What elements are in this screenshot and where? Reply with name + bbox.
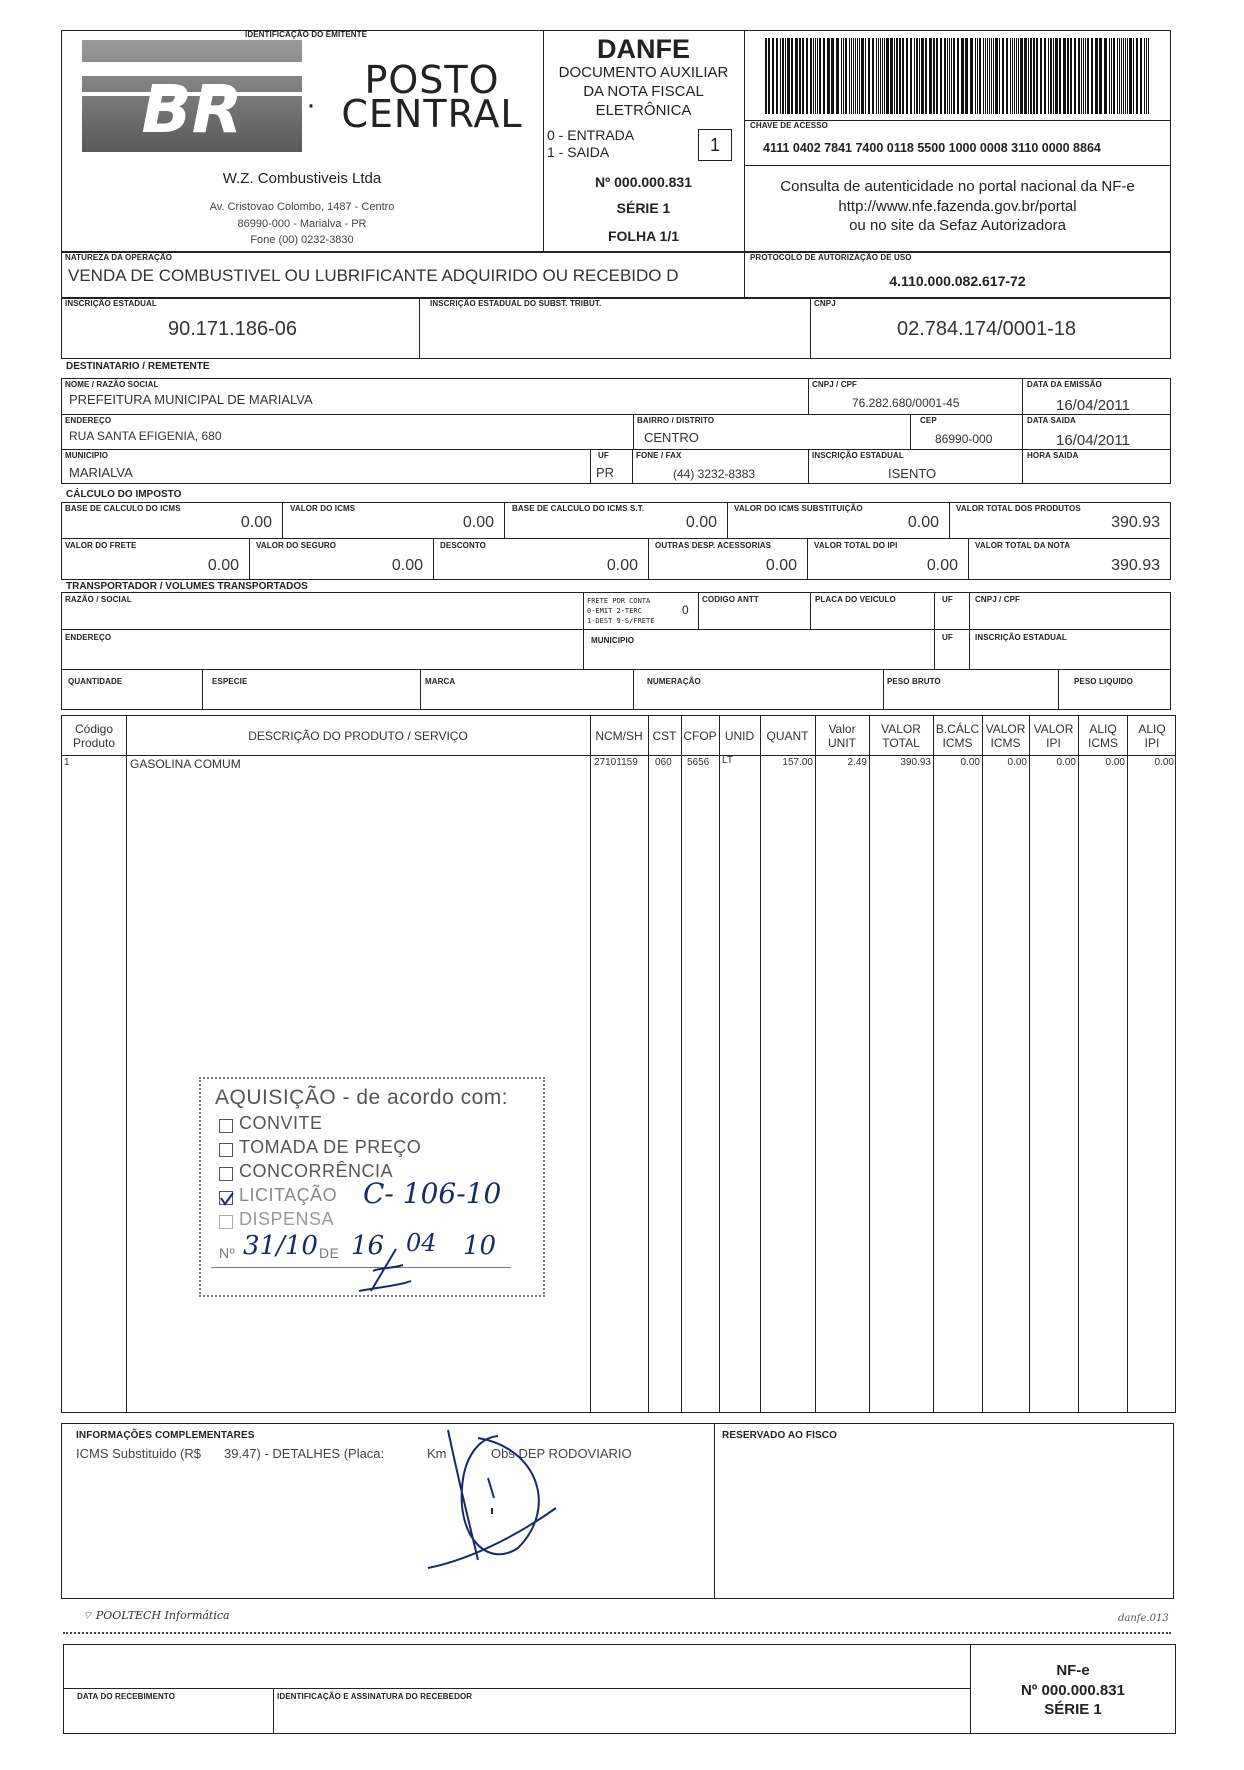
barcode-bar [1129,38,1132,114]
barcode-bar [1091,38,1093,114]
barcode-bar [999,38,1000,114]
emitente-phone: Fone (00) 0232-3830 [250,234,354,246]
col-ncm: NCM/SH [595,729,643,743]
tipo-saida: 1 - SAIDA [547,144,610,160]
barcode-bar [872,38,874,114]
barcode-bar [953,38,955,114]
barcode-bar [906,38,908,114]
checkmark-icon [220,1192,234,1206]
barcode-bar [776,38,778,114]
barcode-bar [799,38,801,114]
row-vicms: 0.00 [1007,757,1027,768]
data-saida: 16/04/2011 [1056,432,1130,449]
consulta-line3: ou no site da Sefaz Autorizadora [849,217,1066,234]
stamp-date-y: 10 [463,1231,497,1261]
barcode-bar [921,38,924,114]
barcode-bar [823,38,825,114]
barcode-bar [791,38,793,114]
barcode-bar [983,38,984,114]
barcode-bar [855,38,856,114]
barcode-bar [929,38,932,114]
barcode-bar [831,38,834,114]
form-id: danfe.013 [1118,1613,1169,1624]
barcode-bar [991,38,992,114]
barcode-bar [1121,38,1122,114]
barcode-bar [977,38,978,114]
dest-uf-label: UF [598,451,609,460]
barcode-bar [1119,38,1120,114]
barcode-bar [1030,38,1032,114]
valor-icms-st-label: VALOR DO ICMS SUBSTITUIÇÃO [734,504,863,513]
barcode-bar [1104,38,1107,114]
br-logo-graphic [82,40,302,152]
barcode-bar [787,38,790,114]
barcode-bar [1048,38,1049,114]
stamp-line6: DISPENSA [239,1209,335,1229]
transp-uf-label: UF [942,595,953,604]
barcode-bar [1146,38,1147,114]
barcode-bar [782,38,784,114]
dest-bairro-label: BAIRRO / DISTRITO [637,416,715,425]
total-produtos-label: VALOR TOTAL DOS PRODUTOS [956,504,1081,513]
imposto-section-label: CÁLCULO DO IMPOSTO [66,489,182,500]
barcode-bar [899,38,901,114]
br-logo [82,40,302,152]
dest-municipio-label: MUNICIPIO [65,451,109,460]
barcode-bar [1140,38,1142,114]
barcode-bar [880,38,881,114]
frete-conta-legend [587,596,654,626]
stamp-line5: LICITAÇÃO [239,1185,338,1205]
base-icms: 0.00 [240,514,272,531]
barcode-bar [1074,38,1076,114]
placa-label: PLACA DO VEICULO [815,595,896,604]
row-aliqicms: 0.00 [1105,757,1125,768]
frete-line1: FRETE POR CONTA [587,597,651,605]
danfe-subtitle3: ELETRÔNICA [595,102,692,119]
quantidade-label: QUANTIDADE [68,677,123,686]
col-vtotal: VALOR TOTAL [881,722,921,750]
barcode-bar [1050,38,1052,114]
acquisition-stamp [199,1077,545,1297]
cnpj-label: CNPJ [814,299,836,308]
chave-label: CHAVE DE ACESSO [750,121,828,130]
frete-line3: 1-DEST 9-S/FRETE [587,617,655,625]
col-vipi: VALOR IPI [1033,722,1074,750]
barcode-bar [884,38,885,114]
barcode-bar [819,38,821,114]
cnpj-value: 02.784.174/0001-18 [897,318,1077,340]
antt-label: CODIGO ANTT [702,595,759,604]
row-cfop: 5656 [687,757,710,768]
tipo-entrada: 0 - ENTRADA [547,127,635,143]
info-text-b: 39.47) - DETALHES (Placa: [224,1446,385,1461]
barcode-bar [1067,38,1069,114]
barcode-bar [975,38,976,114]
ie-value: 90.171.186-06 [168,318,298,340]
checkbox-licitacao [219,1191,233,1205]
barcode-bar [1020,38,1023,114]
dest-endereco: RUA SANTA EFIGENIA, 680 [69,429,222,443]
col-codigo: Código Produto [72,722,116,750]
transp-ie-label: INSCRIÇÃO ESTADUAL [975,633,1067,642]
hora-saida-label: HORA SAIDA [1027,451,1079,460]
barcode-bar [1109,38,1110,114]
barcode-bar [1055,38,1058,114]
frete-conta-value: 0 [682,603,689,617]
barcode-bar [836,38,839,114]
row-vtotal: 390.93 [900,757,931,768]
ipi-label: VALOR TOTAL DO IPI [814,541,898,550]
barcode-bar [772,38,774,114]
frete: 0.00 [207,557,239,574]
transportador-section-label: TRANSPORTADOR / VOLUMES TRANSPORTADOS [66,581,308,592]
peso-bruto-label: PESO BRUTO [887,677,941,686]
valor-icms-st: 0.00 [907,514,939,531]
col-vicms: VALOR ICMS [985,722,1026,750]
barcode-bar [1111,38,1112,114]
barcode-bar [1053,38,1054,114]
dest-cnpj-label: CNPJ / CPF [812,380,858,389]
danfe-folha: FOLHA 1/1 [607,228,680,244]
barcode-bar [810,38,812,114]
row-quant: 157.00 [782,757,813,768]
barcode-bar [979,38,981,114]
ie-label: INSCRIÇÃO ESTADUAL [65,299,157,308]
barcode-bar [951,38,952,114]
barcode-bar [857,38,858,114]
row-aliqipi: 0.00 [1154,757,1174,768]
total-nota: 390.93 [1111,557,1160,574]
barcode-bar [859,38,860,114]
row-vunit: 2.49 [847,757,867,768]
dest-fone-label: FONE / FAX [636,451,682,460]
transp-municipio-label: MUNICIPIO [591,636,635,645]
barcode-bar [890,38,893,114]
consulta-line2: http://www.nfe.fazenda.gov.br/portal [838,198,1077,215]
peso-liquido-label: PESO LIQUIDO [1074,677,1133,686]
dest-bairro: CENTRO [644,430,699,445]
row-cst: 060 [655,757,672,768]
cut-line [63,1632,1171,1634]
barcode-bar [878,38,879,114]
col-cst: CST [652,729,677,743]
barcode-bar [861,38,864,114]
barcode-bar [1078,38,1080,114]
barcode-bar [936,38,938,114]
tipo-value: 1 [698,129,732,161]
dest-nome-label: NOME / RAZÃO SOCIAL [65,380,159,389]
footer-nfe: NF-e [1056,1662,1090,1679]
barcode-bar [940,38,942,114]
barcode-bar [987,38,988,114]
dest-ie: ISENTO [888,466,937,481]
barcode-bar [995,38,998,114]
barcode-bar [1006,38,1008,114]
barcode-bar [1085,38,1086,114]
brand-line2: CENTRAL [341,92,523,136]
barcode-bar [949,38,950,114]
dest-cep-label: CEP [920,416,937,425]
barcode-bar [1002,38,1004,114]
barcode-bar [1036,38,1038,114]
data-emissao-label: DATA DA EMISSÃO [1027,380,1102,389]
emitente-address2: 86990-000 - Marialva - PR [237,218,367,230]
signature-scribble [418,1418,568,1578]
row-ncm: 27101159 [594,757,638,768]
natureza-value: VENDA DE COMBUSTIVEL OU LUBRIFICANTE ADQUIRIDO OU RECEBIDO D [68,266,679,285]
data-recebimento-label: DATA DO RECEBIMENTO [77,1692,176,1701]
software-name: POOLTECH Informática [95,1609,230,1622]
natureza-label: NATUREZA DA OPERAÇÃO [65,253,173,262]
barcode-bar [1063,38,1066,114]
row-vipi: 0.00 [1056,757,1076,768]
barcode-bar [1018,38,1019,114]
checkbox-convite [219,1119,233,1133]
footer-serie: SÉRIE 1 [1044,1701,1102,1718]
barcode [765,38,1151,114]
barcode-bar [802,38,804,114]
info-text-a: ICMS Substituido (R$ [76,1446,201,1461]
row-descricao: GASOLINA COMUM [130,757,241,771]
stamp-de-label: DE [319,1245,340,1261]
barcode-bar [780,38,781,114]
barcode-bar [1133,38,1134,114]
info-text-c: Km [427,1446,447,1461]
barcode-bar [1044,38,1046,114]
identificacao-label: IDENTIFICAÇÃO E ASSINATURA DO RECEBEDOR [277,1692,473,1701]
barcode-bar [876,38,877,114]
seguro: 0.00 [391,557,423,574]
dest-nome: PREFEITURA MUNICIPAL DE MARIALVA [69,392,313,407]
barcode-bar [1010,38,1011,114]
software-icon: ⌔ [82,1609,93,1622]
emitente-section-label: IDENTIFICAÇÃO DO EMITENTE [245,30,368,39]
barcode-graphic [765,38,1151,114]
danfe-serie: SÉRIE 1 [616,200,671,216]
valor-icms: 0.00 [462,514,494,531]
stamp-line2: CONVITE [239,1113,323,1133]
checkbox-tomada [219,1143,233,1157]
barcode-bar [815,38,816,114]
barcode-bar [853,38,854,114]
barcode-bar [795,38,798,114]
barcode-bar [843,38,844,114]
barcode-bar [944,38,946,114]
stamp-line1: AQUISIÇÃO - de acordo com: [215,1086,509,1109]
info-label: INFORMAÇÕES COMPLEMENTARES [76,1430,255,1441]
barcode-bar [868,38,870,114]
br-logo-text: BR [141,71,243,148]
total-produtos: 390.93 [1111,514,1160,531]
barcode-bar [1070,38,1072,114]
transp-cnpj-label: CNPJ / CPF [975,595,1021,604]
barcode-bar [1087,38,1089,114]
barcode-bar [910,38,912,114]
col-quant: QUANT [766,729,809,743]
transp-endereco-label: ENDEREÇO [65,633,112,642]
data-emissao: 16/04/2011 [1056,397,1130,414]
software-credit [82,1609,230,1623]
barcode-bar [1123,38,1124,114]
stamp-line4: CONCORRÊNCIA [239,1161,394,1181]
barcode-bar [1040,38,1042,114]
data-saida-label: DATA SAIDA [1027,416,1076,425]
dest-uf: PR [596,465,615,480]
desconto-label: DESCONTO [440,541,486,550]
danfe-numero: Nº 000.000.831 [595,174,692,190]
emitente-address1: Av. Cristovao Colombo, 1487 - Centro [209,201,395,213]
barcode-bar [768,38,770,114]
barcode-bar [785,38,786,114]
barcode-bar [845,38,847,114]
col-aliqicms: ALIQ ICMS [1088,722,1118,750]
barcode-bar [933,38,935,114]
barcode-bar [961,38,964,114]
barcode-bar [1016,38,1017,114]
barcode-bar [827,38,830,114]
row-codigo: 1 [64,757,70,768]
base-icms-st-label: BASE DE CALCULO DO ICMS S.T. [512,504,645,513]
stamp-line3: TOMADA DE PREÇO [239,1137,422,1157]
row-bcicms: 0.00 [960,757,980,768]
checkbox-concorrencia [219,1167,233,1181]
danfe-subtitle2: DA NOTA FISCAL [583,83,704,100]
col-cfop: CFOP [683,729,717,743]
ie-st-label: INSCRIÇÃO ESTADUAL DO SUBST. TRIBUT. [430,299,602,308]
barcode-bar [1028,38,1029,114]
col-descricao: DESCRIÇÃO DO PRODUTO / SERVIÇO [248,729,468,743]
dest-ie-label: INSCRIÇÃO ESTADUAL [812,451,904,460]
checkbox-dispensa [219,1215,233,1229]
barcode-bar [806,38,808,114]
col-vunit: Valor UNIT [828,722,856,750]
barcode-bar [882,38,883,114]
transp-razao-label: RAZÃO / SOCIAL [65,595,132,604]
barcode-bar [989,38,990,114]
barcode-bar [1148,38,1149,114]
barcode-bar [841,38,842,114]
stamp-n-value: 31/10 [243,1231,318,1261]
total-nota-label: VALOR TOTAL DA NOTA [975,541,1071,550]
base-icms-label: BASE DE CALCULO DO ICMS [65,504,181,513]
footer-numero: Nº 000.000.831 [1021,1682,1125,1699]
barcode-bar [896,38,898,114]
stamp-signature [351,1247,421,1297]
destinatario-section-label: DESTINATARIO / REMETENTE [66,361,210,372]
consulta-line1: Consulta de autenticidade no portal nacional da NF-e [780,178,1135,195]
desconto: 0.00 [606,557,638,574]
dest-endereco-label: ENDEREÇO [65,416,112,425]
especie-label: ESPECIE [212,677,248,686]
danfe-page: IDENTIFICAÇÃO DO EMITENTE BR · POSTO CENTRAL W.Z. Combustiveis Ltda Av. Cristovao Colombo, 1487 - Centro 86990-000 - Marialva - PR Fone (00) 0232-3830 DANFE DOCUMENTO AUXILIAR DA NOTA FISCAL ELETRÔNICA 0 - ENTRADA 1 - SAIDA 1 Nº 000.000.831 SÉRIE 1 FOLHA 1/1 CHAVE DE ACESSO 4111 0402 7841 7400 0118 5500 1000 0008 3110 0000 8864 Consulta de autenticidade no portal nacional da NF-e http://www.nfe.fazenda.gov.br/portal ou no site da Sefaz Autorizadora NATUREZA DA OPERAÇÃO VENDA DE COMBUSTIVEL OU LUBRIFICANTE ADQUIRIDO OU RECEBIDO D PROTOCOLO DE AUTORIZAÇÃO DE USO 4.110.000.082.617-72 INSCRIÇÃO ESTADUAL 90.171.186-06 INSCRIÇÃO ESTADUAL DO SUBST. TRIBUT. CNPJ 02.784.174/0001-18 DESTINATARIO / REMETENTE NOME / RAZÃO SOCIAL PREFEITURA MUNICIPAL DE MARIALVA CNPJ / CPF 76.282.680/0001-45 DATA DA EMISSÃO 16/04/2011 ENDEREÇO RUA SANTA EFIGENIA, 680 BAIRRO / DISTRITO CENTRO CEP 86990-000 DATA SAIDA 16/04/2011 MUNICIPIO MARIALVA UF PR FONE / FAX (44) 3232-8383 INSCRIÇÃO ESTADUAL ISENTO HORA SAIDA CÁLCULO DO IMPOSTO BASE DE CALCULO DO ICMS 0.00 VALOR DO ICMS 0.00 BASE DE CALCULO DO ICMS S.T. 0.00 VALOR DO ICMS SUBSTITUIÇÃO 0.00 VALOR TOTAL DOS PRODUTOS 390.93 VALOR DO FRETE 0.00 VALOR DO SEGURO 0.00 DESCONTO 0.00 OUTRAS DESP. ACESSORIAS 0.00 VALOR TOTAL DO IPI 0.00 VALOR TOTAL DA NOTA 390.93 TRANSPORTADOR / VOLUMES TRANSPORTADOS RAZÃO / SOCIAL FRETE POR CONTA 0-EMIT 2-TERC 1-DEST 9-S/FRETE 0 CODIGO ANTT PLACA DO VEICULO UF CNPJ / CPF ENDEREÇO MUNICIPIO UF INSCRIÇÃO ESTADUAL QUANTIDADE ESPECIE MARCA NUMERAÇÃO PESO BRUTO PESO LIQUIDO Código Produto DESCRIÇÃO DO PRODUTO / SERVIÇO NCM/SH CST CFOP UNID QUANT Valor UNIT VALOR TOTAL B.CÁLC ICMS VALOR ICMS VALOR IPI ALIQ ICMS ALIQ IPI 1 GASOLINA COMUM 27101159 060 5656 LT 157.00 2.49 390.93 0.00 0.00 0.00 0.00 0.00 AQUISIÇÃO - de acordo com: CONVITE TOMADA DE PREÇO CONCORRÊNCIA LICITAÇÃO DISPENSA C- 106-10 Nº 31/10 DE 16 04 10 INFORMAÇÕES COMPLEMENTARES ICMS Substituido (R$ 39.47) - DETALHES (Placa: Km Obs DEP RODOVIARIO RESERVADO AO FISCO ⌔ POOLTECH Informática danfe.013 DATA DO RECEBIMENTO IDENTIFICAÇÃO E ASSINATURA DO RECEBEDOR NF-e Nº 000.000.831 SÉRIE 1 [0,0,1244,1770]
barcode-bar [916,38,918,114]
fisco-label: RESERVADO AO FISCO [722,1430,837,1441]
brand-line1: POSTO [364,58,500,102]
barcode-bar [1144,38,1145,114]
barcode-bar [985,38,986,114]
col-unid: UNID [724,729,755,743]
barcode-bar [1024,38,1027,114]
stamp-handwritten-ref: C- 106-10 [363,1177,502,1210]
barcode-bar [1083,38,1084,114]
barcode-bar [914,38,915,114]
barcode-bar [1136,38,1138,114]
col-aliqipi: ALIQ IPI [1138,722,1166,750]
danfe-title: DANFE [597,34,690,64]
barcode-bar [865,38,866,114]
ipi: 0.00 [926,557,958,574]
barcode-bar [1127,38,1128,114]
barcode-bar [993,38,994,114]
dest-fone: (44) 3232-8383 [673,467,756,481]
info-text-d: Obs DEP RODOVIARIO [491,1446,632,1461]
dest-cnpj: 76.282.680/0001-45 [852,396,960,410]
valor-icms-label: VALOR DO ICMS [290,504,356,513]
barcode-bar [1117,38,1118,114]
barcode-bar [894,38,895,114]
frete-line2: 0-EMIT 2-TERC [587,607,642,615]
barcode-bar [902,38,904,114]
barcode-bar [1059,38,1061,114]
protocolo-value: 4.110.000.082.617-72 [889,273,1026,289]
chave-value: 4111 0402 7841 7400 0118 5500 1000 0008 3110 0000 8864 [763,141,1101,155]
barcode-bar [1012,38,1013,114]
barcode-bar [817,38,818,114]
row-unid: LT [722,755,733,766]
numeracao-label: NUMERAÇÃO [647,677,701,686]
dest-cep: 86990-000 [935,432,993,446]
protocolo-label: PROTOCOLO DE AUTORIZAÇÃO DE USO [750,253,912,262]
barcode-bar [1033,38,1035,114]
danfe-subtitle1: DOCUMENTO AUXILIAR [558,64,729,81]
transp-uf2-label: UF [942,633,953,642]
barcode-bar [947,38,948,114]
marca-label: MARCA [425,677,456,686]
stamp-date-d: 16 [351,1231,385,1261]
col-bcicms: B.CÁLC ICMS [935,722,980,750]
stamp-date-m: 04 [406,1229,437,1257]
barcode-bar [849,38,850,114]
barcode-bar [886,38,889,114]
dest-municipio: MARIALVA [69,465,133,480]
barcode-bar [1081,38,1082,114]
barcode-bar [925,38,927,114]
barcode-bar [1113,38,1115,114]
frete-label: VALOR DO FRETE [65,541,137,550]
barcode-bar [1014,38,1015,114]
products-table [61,715,1176,1413]
outras-label: OUTRAS DESP. ACESSORIAS [655,541,772,550]
base-icms-st: 0.00 [685,514,717,531]
barcode-bar [765,38,767,114]
barcode-bar [957,38,959,114]
outras: 0.00 [765,557,797,574]
barcode-bar [919,38,920,114]
barcode-bar [851,38,852,114]
seguro-label: VALOR DO SEGURO [256,541,337,550]
barcode-bar [970,38,973,114]
barcode-bar [1099,38,1102,114]
stamp-n-label: Nº [219,1245,236,1261]
emitente-name: W.Z. Combustiveis Ltda [222,170,382,187]
barcode-bar [965,38,968,114]
barcode-bar [1095,38,1098,114]
barcode-bar [813,38,814,114]
barcode-bar [1125,38,1126,114]
